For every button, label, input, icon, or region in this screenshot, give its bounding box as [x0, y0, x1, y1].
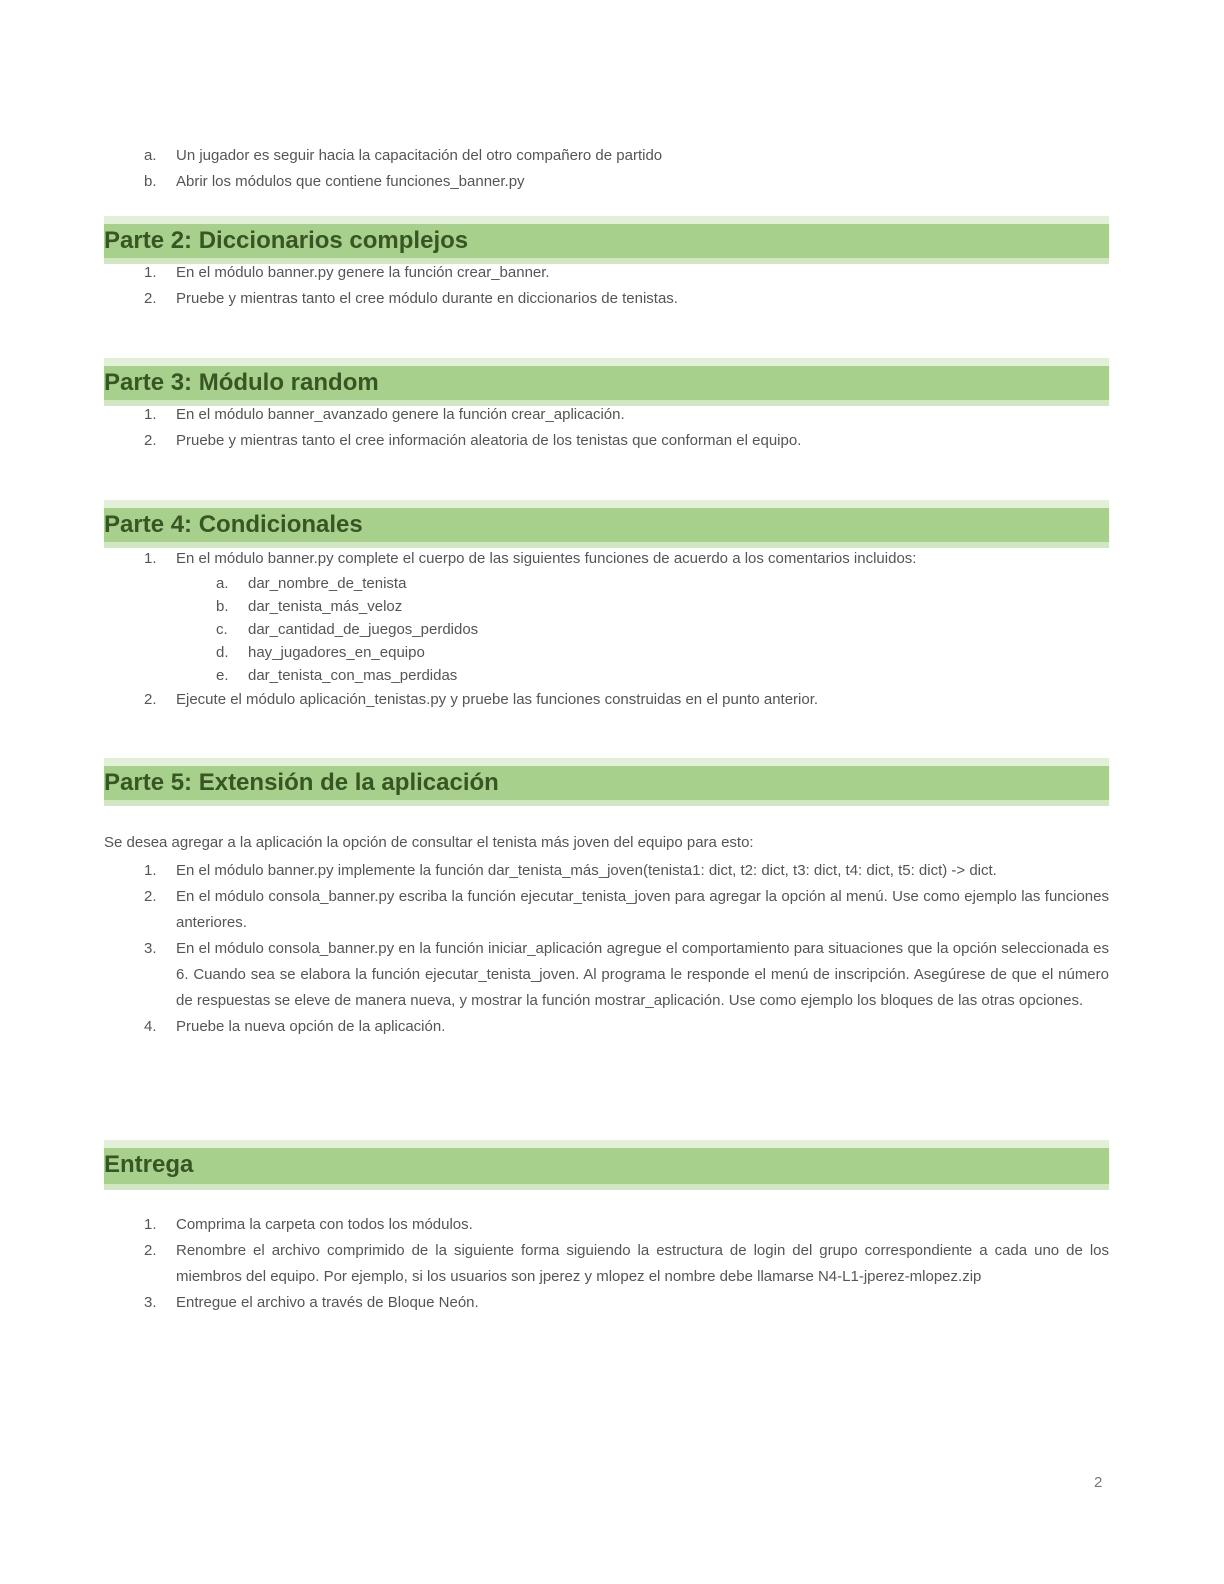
list-marker: 1.	[144, 862, 157, 879]
section-title: Parte 3: Módulo random	[104, 369, 379, 396]
list-marker: 4.	[144, 1018, 157, 1035]
list-text: Pruebe y mientras tanto el cree módulo durante en diccionarios de tenistas.	[176, 290, 678, 307]
page-number: 2	[1094, 1474, 1103, 1491]
list-item	[104, 428, 1109, 454]
list-text: dar_tenista_con_mas_perdidas	[248, 667, 458, 684]
list-text: Pruebe la nueva opción de la aplicación.	[176, 1018, 446, 1035]
list-text: En el módulo banner.py complete el cuerpo de las siguientes funciones de acuerdo a los comentarios incluidos:	[176, 550, 917, 567]
list-text: Un jugador es seguir hacia la capacitación del otro compañero de partido	[176, 147, 663, 164]
section-list	[104, 260, 1109, 312]
list-marker: d.	[216, 644, 229, 661]
list-item	[104, 402, 1109, 428]
list-marker: 1.	[144, 406, 157, 423]
list-item	[104, 546, 1109, 572]
list-item	[104, 1238, 1109, 1290]
section-title: Parte 4: Condicionales	[104, 511, 363, 538]
list-marker: 1.	[144, 1216, 157, 1233]
section-title: Entrega	[104, 1151, 194, 1178]
list-item	[104, 260, 1109, 286]
list-item	[104, 858, 1109, 884]
list-text: Ejecute el módulo aplicación_tenistas.py y pruebe las funciones construidas en el punto anterior.	[176, 691, 819, 708]
list-marker: b.	[144, 173, 157, 190]
section-list	[104, 858, 1109, 1040]
list-marker: 1.	[144, 550, 157, 567]
list-item	[104, 936, 1109, 1014]
section-list	[104, 1212, 1109, 1316]
list-item	[104, 1212, 1109, 1238]
list-item	[104, 286, 1109, 312]
list-text: Abrir los módulos que contiene funciones_banner.py	[176, 173, 525, 190]
section-heading-parte-2	[104, 216, 1109, 264]
list-item	[104, 664, 1109, 687]
list-text: En el módulo banner.py implemente la función dar_tenista_más_joven(tenista1: dict, t2: dict, t3: dict, t4: dict, t5: dict) -> dict.	[176, 862, 997, 879]
list-marker: a.	[216, 575, 229, 592]
list-marker: 2.	[144, 1242, 157, 1259]
section-title: Parte 2: Diccionarios complejos	[104, 227, 469, 254]
list-marker: c.	[216, 621, 228, 638]
list-text: En el módulo consola_banner.py escriba la función ejecutar_tenista_joven para agregar la opción al menú. Use como ejemplo las funciones anteriores.	[176, 888, 1109, 931]
list-text: dar_cantidad_de_juegos_perdidos	[248, 621, 479, 638]
list-text: En el módulo banner_avanzado genere la función crear_aplicación.	[176, 406, 625, 423]
list-item	[104, 143, 1109, 169]
list-item	[104, 595, 1109, 618]
list-item	[104, 641, 1109, 664]
list-marker: e.	[216, 667, 229, 684]
section-heading-parte-4	[104, 500, 1109, 548]
section-heading-parte-5	[104, 758, 1109, 806]
list-text: En el módulo consola_banner.py en la función iniciar_aplicación agregue el comportamiento para situaciones que la opción seleccionada es 6. Cuando sea se elabora la función ejecutar_tenista_joven. Al programa le responde el menú de inscripción. Asegúrese de que el número de respuestas se eleve de manera nueva, y mostrar la función mostrar_aplicación. Use como ejemplo los bloques de las otras opciones.	[176, 940, 1109, 1009]
list-marker: 2.	[144, 691, 157, 708]
list-item	[104, 169, 1109, 195]
list-text: Entregue el archivo a través de Bloque Neón.	[176, 1294, 479, 1311]
list-text: dar_nombre_de_tenista	[248, 575, 407, 592]
list-text: hay_jugadores_en_equipo	[248, 644, 425, 661]
list-item	[104, 1290, 1109, 1316]
list-text: Pruebe y mientras tanto el cree información aleatoria de los tenistas que conforman el equipo.	[176, 432, 802, 449]
list-text: En el módulo banner.py genere la función crear_banner.	[176, 264, 550, 281]
list-item	[104, 618, 1109, 641]
top-list	[104, 143, 1109, 195]
section-heading-parte-3	[104, 358, 1109, 406]
section-intro: Se desea agregar a la aplicación la opción de consultar el tenista más joven del equipo para esto:	[104, 834, 754, 851]
section-list	[104, 402, 1109, 454]
list-item	[104, 572, 1109, 595]
list-item	[104, 884, 1109, 936]
list-marker: 2.	[144, 888, 157, 905]
list-text: dar_tenista_más_veloz	[248, 598, 403, 615]
list-marker: 2.	[144, 290, 157, 307]
list-text: Comprima la carpeta con todos los módulos.	[176, 1216, 473, 1233]
list-marker: 3.	[144, 1294, 157, 1311]
section-title: Parte 5: Extensión de la aplicación	[104, 769, 499, 796]
list-text: Renombre el archivo comprimido de la siguiente forma siguiendo la estructura de login del grupo correspondiente a cada uno de los miembros del equipo. Por ejemplo, si los usuarios son jperez y mlopez el nombre debe llamarse N4-L1-jperez-mlopez.zip	[176, 1242, 1109, 1285]
list-marker: 2.	[144, 432, 157, 449]
list-marker: 1.	[144, 264, 157, 281]
list-marker: b.	[216, 598, 229, 615]
list-marker: 3.	[144, 940, 157, 957]
list-item	[104, 687, 1109, 713]
section-heading-entrega	[104, 1140, 1109, 1190]
list-marker: a.	[144, 147, 157, 164]
list-item	[104, 1014, 1109, 1040]
section-list	[104, 546, 1109, 713]
